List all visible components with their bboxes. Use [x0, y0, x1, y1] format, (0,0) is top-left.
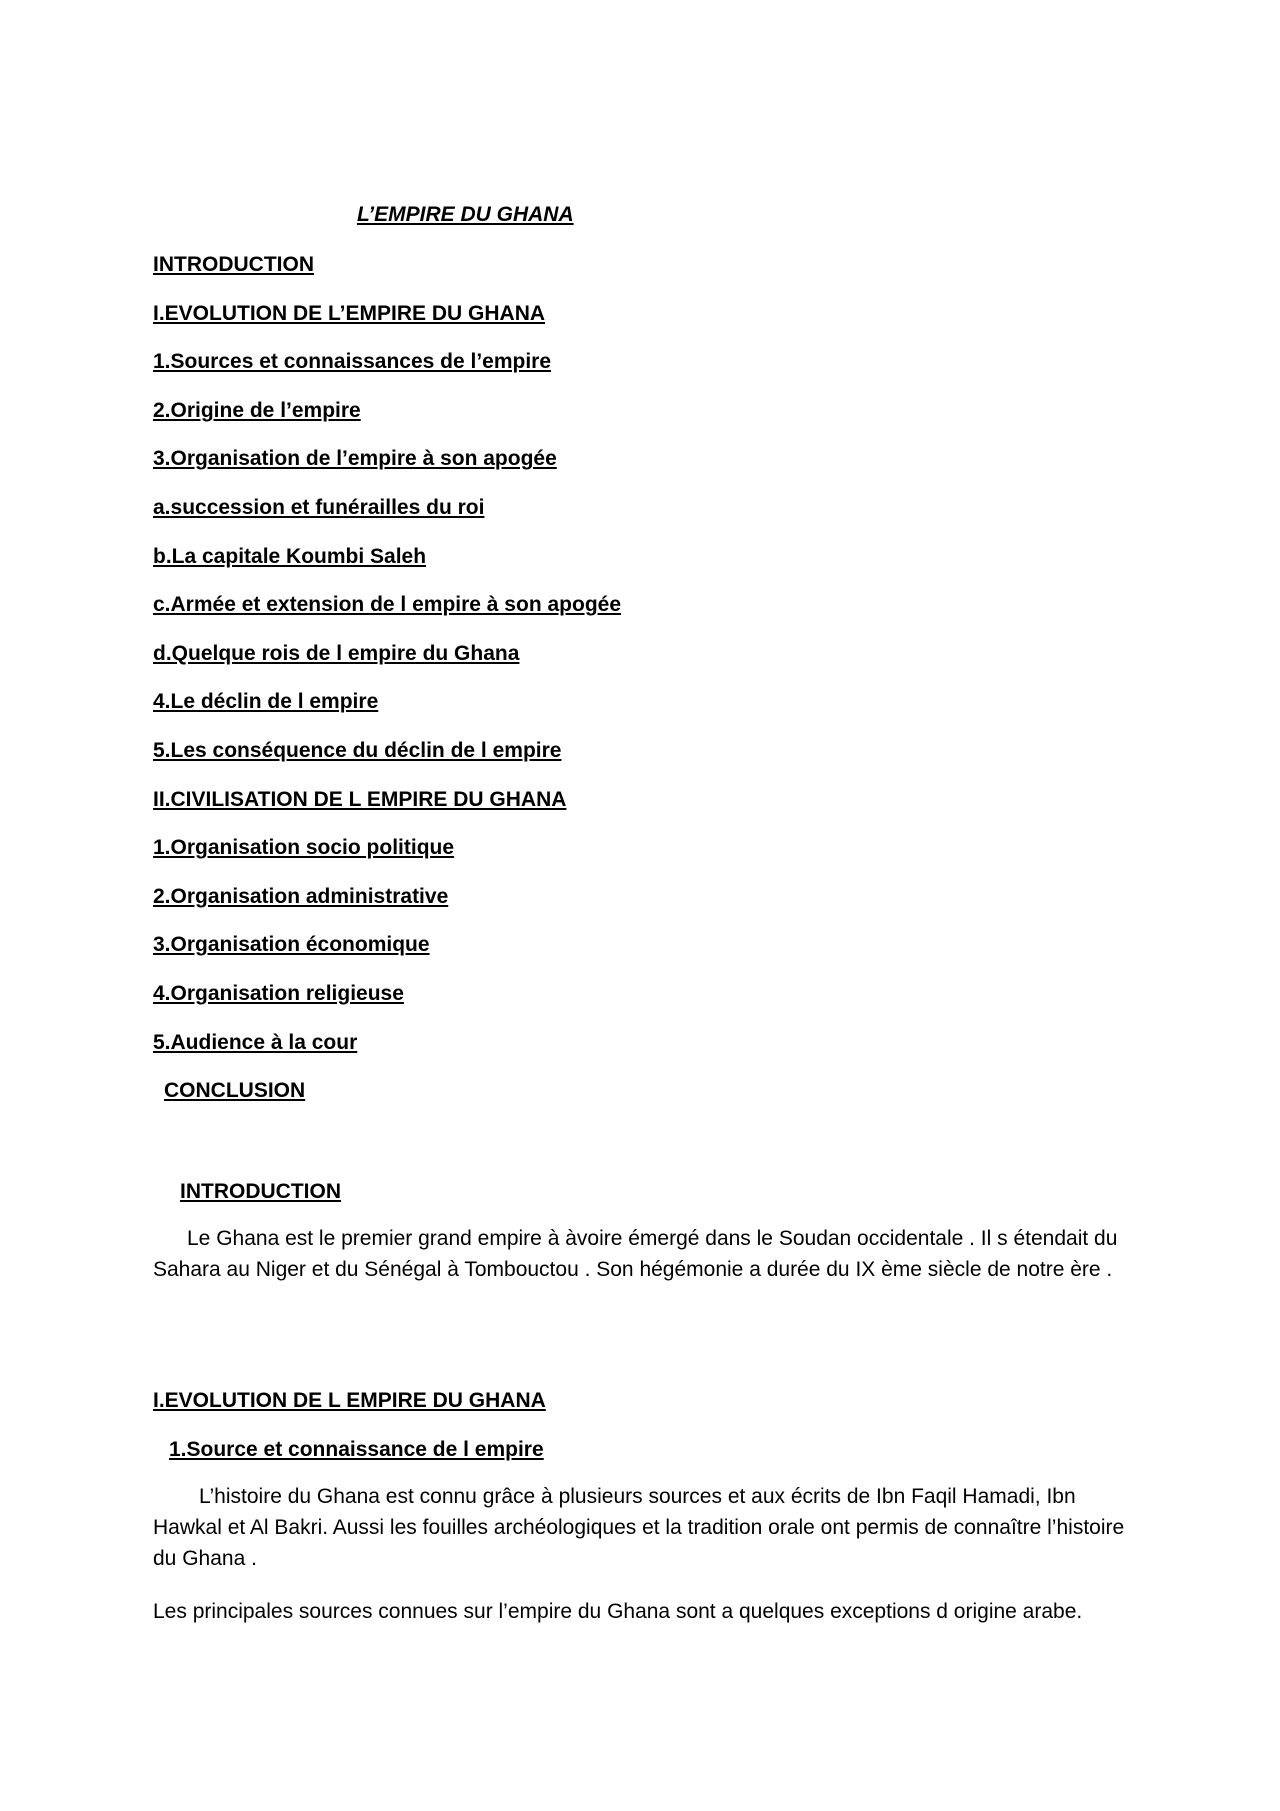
- toc-item: 4.Le déclin de l empire: [153, 690, 379, 714]
- table-of-contents: [153, 252, 621, 1127]
- toc-item: 1.Organisation socio politique: [153, 836, 455, 860]
- toc-item: CONCLUSION: [164, 1079, 306, 1103]
- toc-item: 2.Organisation administrative: [153, 884, 449, 908]
- toc-item: b.La capitale Koumbi Saleh: [153, 544, 427, 568]
- toc-item: a.succession et funérailles du roi: [153, 495, 485, 519]
- subsection-paragraph: L’histoire du Ghana est connu grâce à plusieurs sources et aux écrits de Ibn Faqil Hamadi, Ibn Hawkal et Al Bakri. Aussi les fouilles archéologiques et la tradition orale ont permis de connaître l’histoire du Ghana .: [153, 1485, 1125, 1570]
- toc-item: I.EVOLUTION DE L’EMPIRE DU GHANA: [153, 301, 546, 325]
- toc-item: 3.Organisation de l’empire à son apogée: [153, 447, 557, 471]
- toc-item: II.CIVILISATION DE L EMPIRE DU GHANA: [153, 787, 567, 811]
- toc-item: c.Armée et extension de l empire à son apogée: [153, 593, 621, 617]
- toc-item: 2.Origine de l’empire: [153, 398, 361, 422]
- toc-item: 4.Organisation religieuse: [153, 981, 404, 1005]
- toc-item: 1.Sources et connaissances de l’empire: [153, 350, 552, 374]
- document-title: L’EMPIRE DU GHANA: [357, 203, 574, 226]
- intro-heading: INTRODUCTION: [180, 1180, 341, 1203]
- toc-item: 3.Organisation économique: [153, 933, 430, 957]
- subsection-heading: 1.Source et connaissance de l empire: [169, 1438, 544, 1461]
- toc-item: 5.Audience à la cour: [153, 1030, 358, 1054]
- section-heading: I.EVOLUTION DE L EMPIRE DU GHANA: [153, 1389, 546, 1412]
- toc-item: INTRODUCTION: [153, 253, 314, 276]
- toc-item: d.Quelque rois de l empire du Ghana: [153, 641, 520, 665]
- subsection-paragraph: Les principales sources connues sur l’empire du Ghana sont a quelques exceptions d origine arabe.: [153, 1600, 1083, 1623]
- intro-paragraph: Le Ghana est le premier grand empire à àvoire émergé dans le Soudan occidentale . Il s étendait du Sahara au Niger et du Sénégal à Tombouctou . Son hégémonie a durée du IX ème siècle de notre ère .: [153, 1227, 1118, 1281]
- toc-item: 5.Les conséquence du déclin de l empire: [153, 738, 562, 762]
